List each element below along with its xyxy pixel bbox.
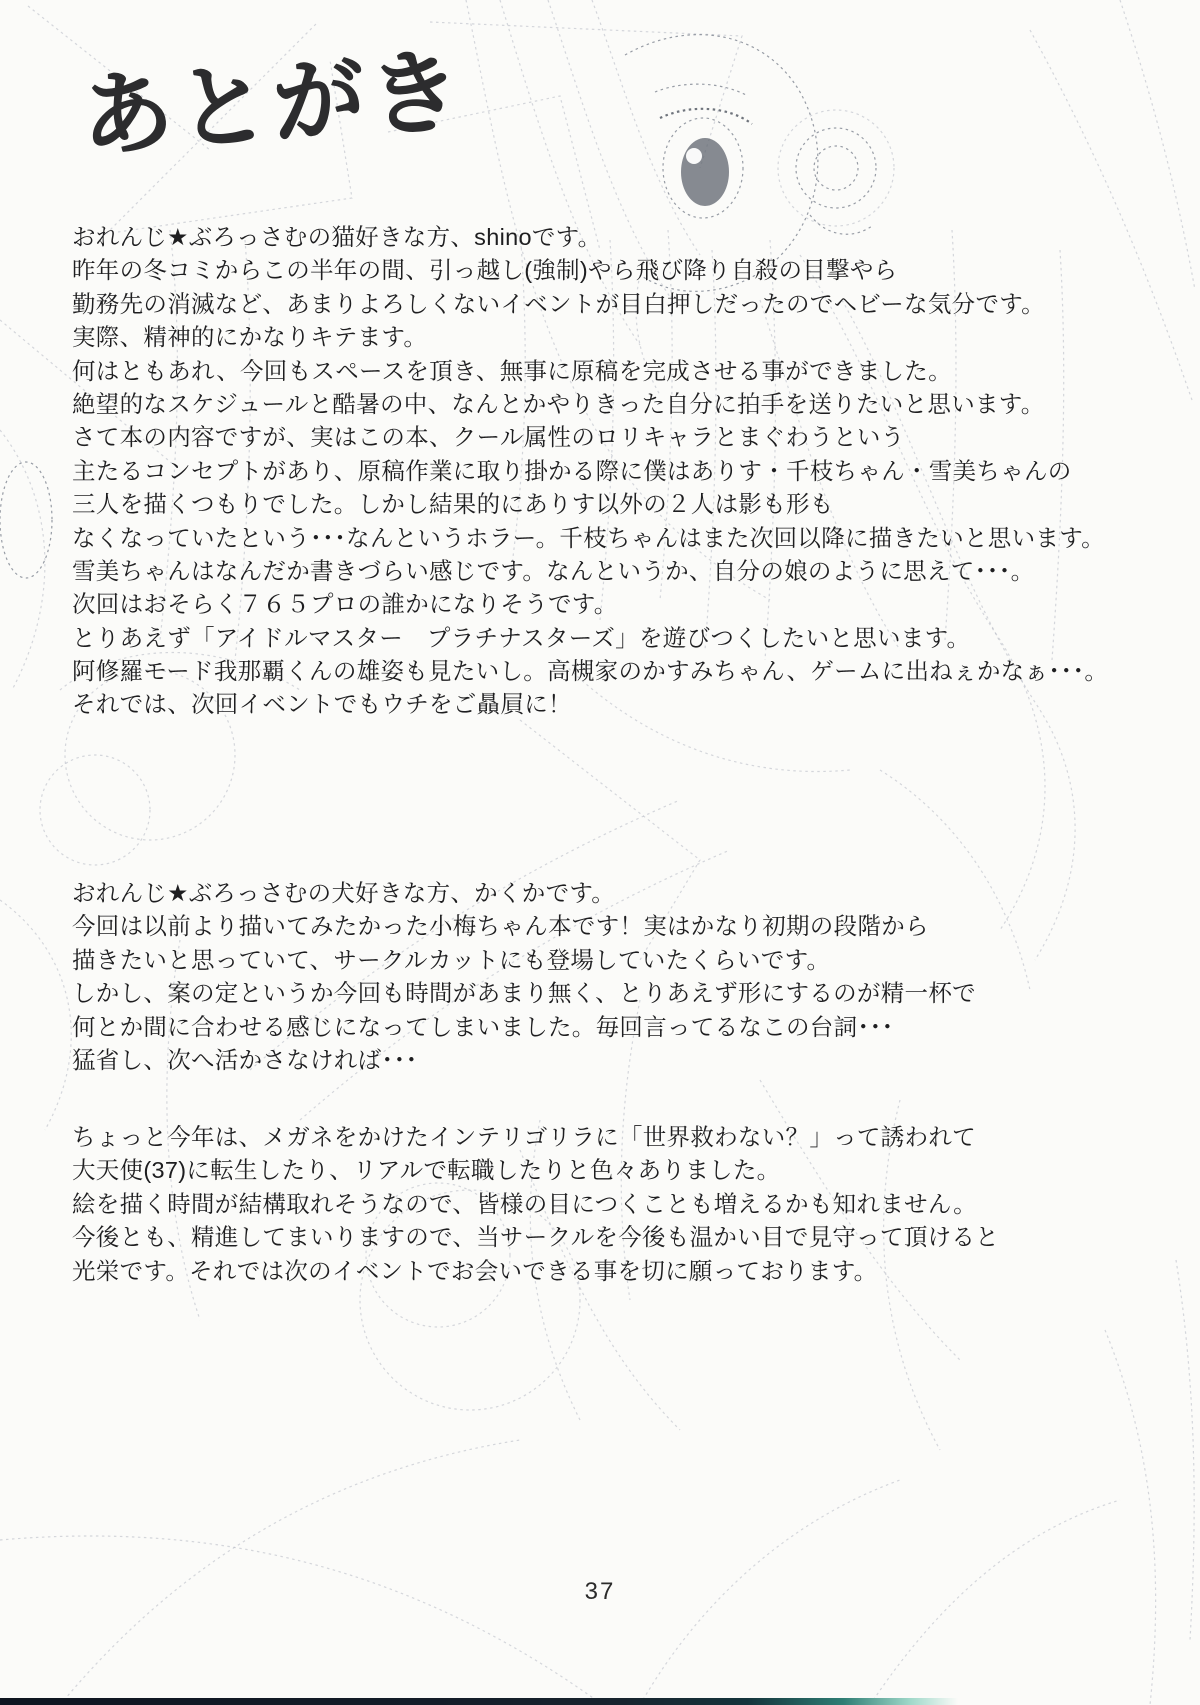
text-line: 実際、精神的にかなりキテます。: [72, 324, 428, 351]
text-line: 三人を描くつもりでした。しかし結果的にありす以外の２人は影も形も: [72, 491, 834, 518]
text-line: 今後とも、精進してまいりますので、当サークルを今後も温かい目で見守って頂けると: [72, 1224, 1000, 1251]
text-line: なくなっていたという･･･なんというホラー。千枝ちゃんはまた次回以降に描きたいと思います。: [72, 524, 1105, 551]
text-line: それでは、次回イベントでもウチをご贔屓に！: [72, 691, 572, 718]
sketch-eye: [660, 109, 752, 218]
text-line: 猛省し、次へ活かさなければ･･･: [72, 1046, 418, 1073]
text-line: さて本の内容ですが、実はこの本、クール属性のロリキャラとまぐわうという: [72, 424, 905, 451]
sketch-ear-coil: [778, 110, 894, 234]
text-line: 絵を描く時間が結構取れそうなので、皆様の目につくことも増えるかも知れません。: [72, 1190, 977, 1217]
page-title: あとがき: [77, 40, 468, 169]
text-line: おれんじ★ぶろっさむの犬好きな方、かくかです。: [72, 880, 616, 906]
afterword-block-closing: [72, 1121, 1160, 1288]
text-line: 光栄です。それでは次のイベントでお会いできる事を切に願っております。: [72, 1257, 878, 1284]
text-line: 雪美ちゃんはなんだか書きづらい感じです。なんというか、自分の娘のように思えて･･･。: [72, 557, 1035, 584]
text-line: 何とか間に合わせる感じになってしまいました。毎回言ってるなこの台詞･･･: [72, 1013, 894, 1040]
text-line: 描きたいと思っていて、サークルカットにも登場していたくらいです。: [72, 946, 831, 973]
text-line: とりあえず「アイドルマスター プラチナスターズ」を遊びつくしたいと思います。: [72, 624, 971, 651]
text-line: 絶望的なスケジュールと酷暑の中、なんとかやりきった自分に拍手を送りたいと思います。: [72, 390, 1045, 417]
scan-edge-artifact: [0, 1698, 958, 1705]
page-number: 37: [584, 1578, 616, 1605]
text-line: 阿修羅モード我那覇くんの雄姿も見たいし。高槻家のかすみちゃん、ゲームに出ねぇかなぁ･･･。: [72, 658, 1109, 685]
text-line: 大天使(37)に転生したり、リアルで転職したりと色々ありました。: [72, 1157, 781, 1184]
text-line: 今回は以前より描いてみたかった小梅ちゃん本です！実はかなり初期の段階から: [72, 913, 929, 940]
sketch-legs: [0, 1260, 1194, 1705]
afterword-block-kakuka: [72, 877, 1160, 1077]
afterword-block-shino: [72, 221, 1160, 722]
text-line: ちょっと今年は、メガネをかけたインテリゴリラに「世界救わない？」って誘われて: [72, 1124, 976, 1150]
text-line: しかし、案の定というか今回も時間があまり無く、とりあえず形にするのが精一杯で: [72, 980, 976, 1007]
text-line: 次回はおそらく７６５プロの誰かになりそうです。: [72, 591, 618, 618]
text-line: 主たるコンセプトがあり、原稿作業に取り掛かる際に僕はありす・千枝ちゃん・雪美ちゃんの: [72, 457, 1072, 484]
text-line: おれんじ★ぶろっさむの猫好きな方、shinoです。: [72, 224, 602, 250]
text-line: 勤務先の消滅など、あまりよろしくないイベントが目白押しだったのでヘビーな気分です。: [72, 290, 1045, 317]
text-line: 何はともあれ、今回もスペースを頂き、無事に原稿を完成させる事ができました。: [72, 357, 952, 384]
text-line: 昨年の冬コミからこの半年の間、引っ越し(強制)やら飛び降り自殺の目撃やら: [72, 257, 898, 284]
